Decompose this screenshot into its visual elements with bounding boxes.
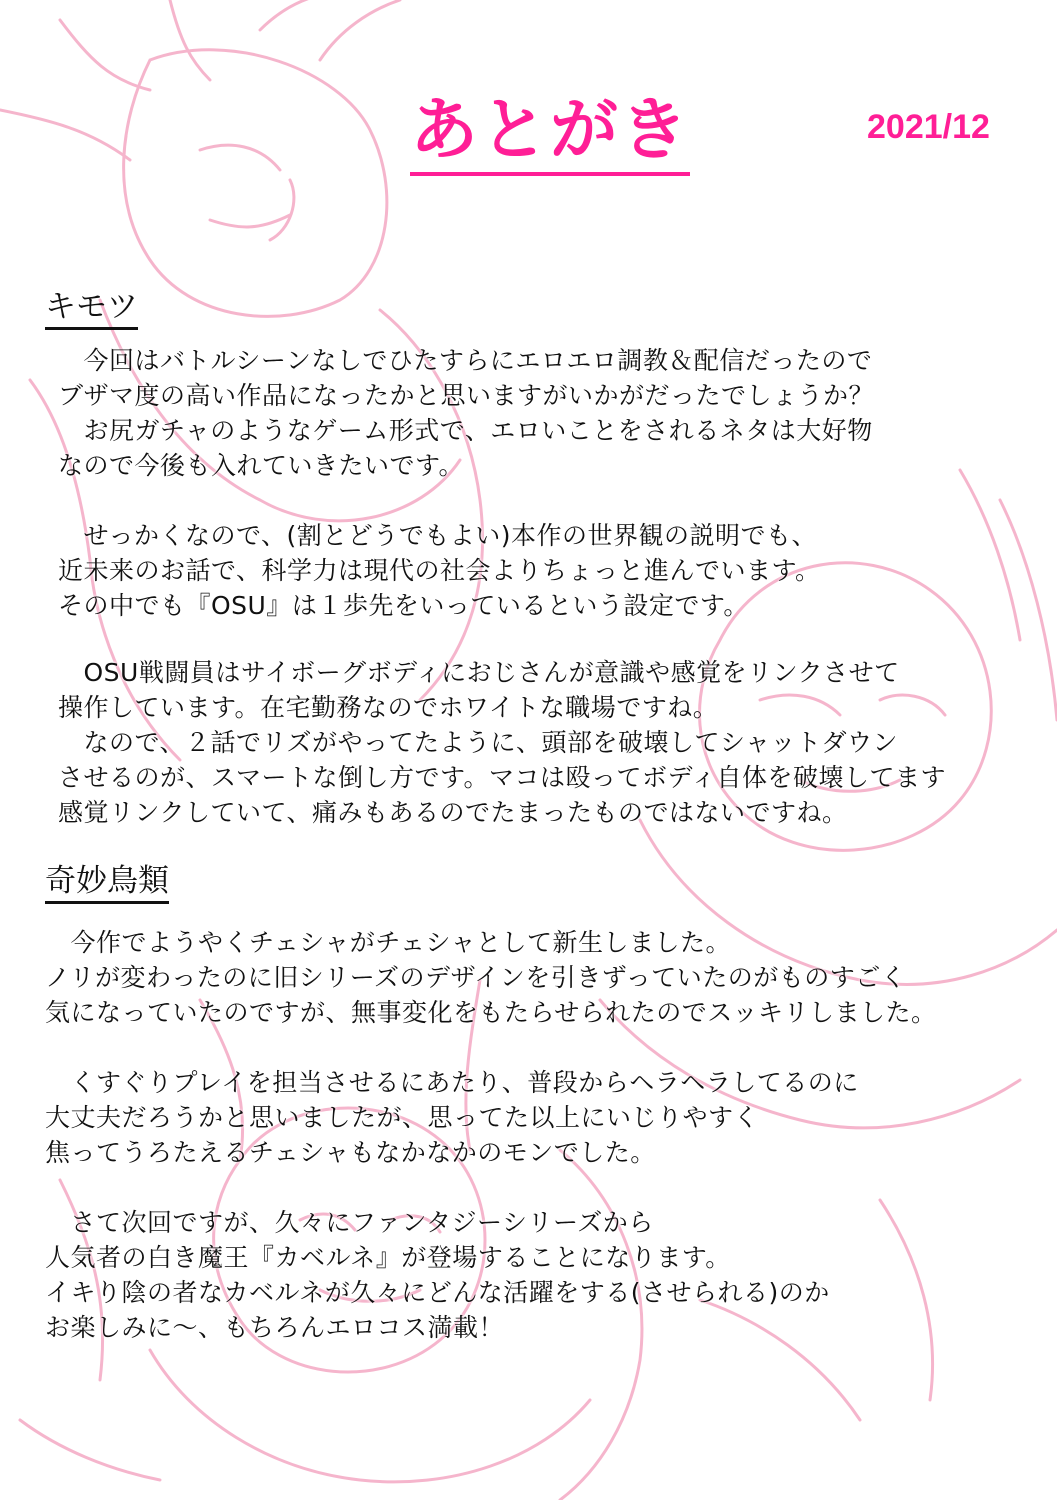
text-line: 操作しています。在宅勤務なのでホワイトな職場ですね。 <box>58 693 719 722</box>
text-line: 人気者の白き魔王『カベルネ』が登場することになります。 <box>45 1243 731 1272</box>
text-line: 気になっていたのですが、無事変化をもたらせられたのでスッキリしました。 <box>45 998 937 1027</box>
paragraph <box>58 343 874 483</box>
section-heading-kimotsu: キモツ <box>45 288 138 330</box>
text-line: OSU戦闘員はサイボーグボディにおじさんが意識や感覚をリンクさせて <box>58 658 900 687</box>
text-line: 焦ってうろたえるチェシャもなかなかのモンでした。 <box>45 1138 656 1167</box>
text-line: お楽しみに〜、もちろんエロコス満載！ <box>45 1313 505 1342</box>
text-line: 近未来のお話で、科学力は現代の社会よりちょっと進んでいます。 <box>58 556 821 585</box>
text-line: 大丈夫だろうかと思いましたが、思ってた以上にいじりやすく <box>45 1103 760 1132</box>
text-line: ブザマ度の高い作品になったかと思いますがいかがだったでしょうか？ <box>58 381 875 410</box>
section-heading-kimyouchourui: 奇妙鳥類 <box>45 862 169 904</box>
date-label: 2021/12 <box>867 108 990 146</box>
text-line: させるのが、スマートな倒し方です。マコは殴ってボディ自体を破壊してます <box>58 763 947 792</box>
text-line: さて次回ですが、久々にファンタジーシリーズから <box>45 1208 654 1237</box>
paragraph <box>58 518 821 623</box>
paragraph <box>45 1205 830 1345</box>
text-line: くすぐりプレイを担当させるにあたり、普段からヘラヘラしてるのに <box>45 1068 859 1097</box>
paragraph <box>45 1065 859 1170</box>
text-line: 今回はバトルシーンなしでひたすらにエロエロ調教＆配信だったので <box>58 346 873 375</box>
text-line: イキり陰の者なカベルネが久々にどんな活躍をする(させられる)のか <box>45 1278 830 1307</box>
text-line: ノリが変わったのに旧シリーズのデザインを引きずっていたのがものすごく <box>45 963 907 992</box>
page-title: あとがき <box>410 92 690 176</box>
text-line: 今作でようやくチェシャがチェシャとして新生しました。 <box>45 928 732 957</box>
text-line: せっかくなので、(割とどうでもよい)本作の世界観の説明でも、 <box>58 521 818 550</box>
text-line: お尻ガチャのようなゲーム形式で、エロいことをされるネタは大好物 <box>58 416 873 445</box>
text-line: なので、２話でリズがやってたように、頭部を破壊してシャットダウン <box>58 728 899 757</box>
text-line: なので今後も入れていきたいです。 <box>58 451 465 480</box>
text-line: 感覚リンクしていて、痛みもあるのでたまったものではないですね。 <box>58 798 848 827</box>
paragraph <box>45 925 937 1030</box>
text-line: その中でも『OSU』は１歩先をいっているという設定です。 <box>58 591 749 620</box>
paragraph <box>58 655 946 830</box>
